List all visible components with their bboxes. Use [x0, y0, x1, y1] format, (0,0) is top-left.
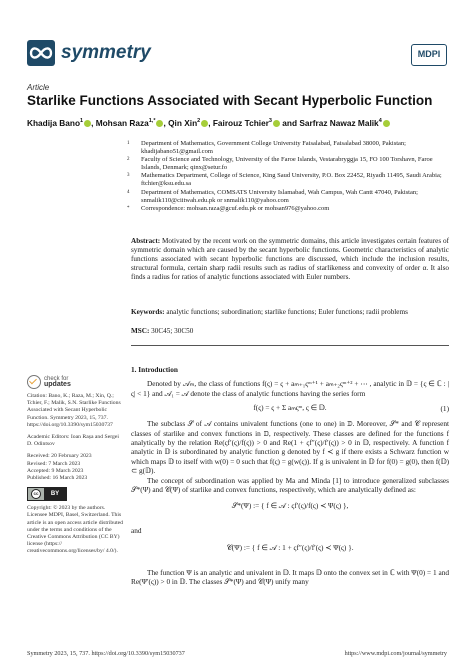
- check-for-updates-icon: [27, 375, 41, 389]
- affiliation-text: Department of Mathematics, COMSATS University Islamabad, Wah Campus, Wah Cantt 47040, Pakistan; snmalik110@ciitwah.edu.pk or snmalik110@yahoo.com: [141, 188, 418, 204]
- cc-badge-left: cc: [31, 489, 41, 499]
- journal-name[interactable]: symmetry: [61, 42, 151, 63]
- affiliation-item: [127, 140, 447, 156]
- equation-3-body: 𝒞(Ψ) := { f ∈ 𝒜 : 1 + ςf″(ς)/f′(ς) ≺ Ψ(ς) }.: [226, 542, 354, 552]
- publication-date: Published: 16 March 2023: [27, 475, 88, 482]
- orcid-icon[interactable]: [383, 120, 390, 127]
- author-separator: and: [279, 118, 300, 128]
- equation-2-body: 𝒮*(Ψ) := { f ∈ 𝒜 : ςf′(ς)/f(ς) ≺ Ψ(ς) },: [231, 501, 349, 511]
- affiliation-mark: *: [127, 205, 130, 211]
- author-name[interactable]: Fairouz Tchier: [212, 118, 269, 128]
- paragraph-3: The concept of subordination was applied by Ma and Minda [1] to introduce generalized subclasses 𝒮*(Ψ) and 𝒞(Ψ) of starlike and convex functions, respectively, which are analytically defined as:: [131, 475, 449, 495]
- author-affiliation-mark: 1: [80, 118, 84, 125]
- author-separator: ,: [91, 118, 96, 128]
- affiliation-text: Faculty of Science and Technology, University of the Faroe Islands, Vestarabryggja 15, FO 100 Torshavn, Faroe Islands, Denmark; qinx@setur.fo: [141, 156, 433, 172]
- affiliation-item: [127, 189, 447, 205]
- article-type: Article: [27, 83, 50, 92]
- cc-badge-right: BY: [44, 488, 66, 500]
- equation-2: [131, 499, 449, 521]
- msc-label: MSC:: [131, 327, 150, 335]
- affiliation-item: [127, 156, 447, 172]
- orcid-icon[interactable]: [273, 120, 280, 127]
- equation-3: [131, 541, 449, 563]
- author-separator: ,: [208, 118, 213, 128]
- connective-and: and: [131, 526, 142, 536]
- journal-header: [27, 40, 447, 70]
- affiliations: [127, 140, 447, 213]
- footer-journal-link[interactable]: https://www.mdpi.com/journal/symmetry: [344, 650, 447, 657]
- affiliation-mark: 3: [127, 173, 130, 179]
- mdpi-logo[interactable]: MDPI: [411, 44, 447, 66]
- author-name[interactable]: Sarfraz Nawaz Malik: [299, 118, 379, 128]
- equation-1: [131, 401, 449, 416]
- equation-1-body: f(ς) = ς + Σ aₘςᵐ, ς ∈ 𝔻.: [253, 403, 327, 413]
- abstract-text: Motivated by the recent work on the symmetric domains, this article investigates certain features of symmetric domain which are caused by the secant hyperbolic functions. Geometric characteristics of analytic functions associated with secant hyperbolic functions are discussed, which include the inclusion results, structural formula, certain sharp radii results such as radius of starlikeness and convexity of order α. It also finds a radius for ratios of analytic functions associated with Euler numbers.: [131, 237, 450, 282]
- author-affiliation-mark: 4: [378, 118, 382, 125]
- check-for-updates-line2: updates: [44, 381, 71, 388]
- msc-codes: [131, 327, 449, 336]
- check-for-updates-line1: check for: [44, 375, 69, 382]
- citation: Citation: Bano, K.; Raza, M.; Xin, Q.; Tchier, F.; Malik, S.N. Starlike Functions Associated with Secant Hyperbolic Function. Symmetry 2023, 15, 737. https://doi.org/10.3390/sym15030737: [27, 393, 121, 428]
- affiliation-text: Correspondence: mohsan.raza@gcuf.edu.pk or mohsan976@yahoo.com: [141, 204, 330, 212]
- main-body: [131, 365, 449, 587]
- affiliation-mark: 2: [127, 157, 130, 163]
- publication-dates: [27, 453, 123, 482]
- publication-date: Revised: 7 March 2023: [27, 460, 81, 467]
- affiliation-text: Mathematics Department, College of Science, King Saud University, P.O. Box 22452, Riyadh 11495, Saudi Arabia; ftchier@ksu.edu.sa: [141, 172, 442, 188]
- keywords: [131, 308, 449, 317]
- author-affiliation-mark: 1,*: [148, 118, 156, 125]
- author-separator: ,: [163, 118, 169, 128]
- section-divider: [131, 345, 449, 346]
- paragraph-4: The function Ψ is an analytic and univalent in 𝔻. It maps 𝔻 onto the convex set in ℂ with Ψ(0) = 1 and Re(Ψ′(ς)) > 0 in 𝔻. The classes 𝒮*(Ψ) and 𝒞(Ψ) unify many: [131, 567, 449, 587]
- equation-1-number: (1): [440, 404, 449, 414]
- keywords-text: analytic functions; subordination; starlike functions; Euler functions; radii problems: [166, 308, 408, 316]
- affiliation-item: [127, 172, 447, 188]
- paragraph-1: Denoted by 𝒜ₘ, the class of functions f(ς) = ς + aₘ₊₁ςᵐ⁺¹ + aₘ₊₂ςᵐ⁺² + ⋯ , analytic in 𝔻 = {ς ∈ ℂ : |ς| < 1} and 𝒜₁ = 𝒜 denote the class of analytic functions having the series form: [131, 379, 449, 398]
- affiliation-text: Department of Mathematics, Government College University Faisalabad, Faisalabad 38000, Pakistan; khadijabano51@gmail.com: [141, 140, 406, 156]
- publication-date: Received: 20 February 2023: [27, 453, 92, 460]
- affiliation-mark: 1: [127, 141, 130, 146]
- cc-by-icon[interactable]: [27, 487, 67, 501]
- check-for-updates-button[interactable]: [27, 375, 123, 389]
- abstract: [131, 237, 449, 282]
- article-title: Starlike Functions Associated with Secant Hyperbolic Function: [27, 93, 433, 108]
- footer-citation[interactable]: Symmetry 2023, 15, 737. https://doi.org/10.3390/sym15030737: [27, 650, 185, 657]
- section-title: 1. Introduction: [131, 365, 178, 374]
- publication-date: Accepted: 9 March 2023: [27, 467, 84, 474]
- author-name[interactable]: Qin Xin: [168, 118, 198, 128]
- article-sidebar: [27, 375, 123, 561]
- author-name[interactable]: Khadija Bano: [27, 118, 81, 128]
- symmetry-logo-icon: [27, 40, 55, 66]
- author-affiliation-mark: 2: [197, 118, 201, 125]
- author-name[interactable]: Mohsan Raza: [95, 118, 149, 128]
- abstract-label: Abstract:: [131, 237, 161, 245]
- author-list: [27, 118, 457, 128]
- academic-editors: Academic Editors: Ioan Rașa and Sergei D. Odintsov: [27, 434, 119, 448]
- msc-text: 30C45; 30C50: [151, 327, 194, 335]
- affiliation-item: [127, 205, 447, 213]
- keywords-label: Keywords:: [131, 308, 165, 316]
- copyright-notice: Copyright: © 2023 by the authors. Licensee MDPI, Basel, Switzerland. This article is an open access article distributed under the terms and conditions of the Creative Commons Attribution (CC BY) license (https:// creativecommons.org/licenses/by/ 4.0/).: [27, 505, 124, 555]
- paragraph-2: The subclass 𝒮 of 𝒜 contains univalent functions (one to one) in 𝔻. Moreover, 𝒮* and 𝒞 represent classes of starlike and convex functions in 𝔻, respectively. These classes are defined for the functions f analytically by the relation Re(ςf′(ς)/f(ς)) > 0 and Re(1 + ςf″(ς)/f′(ς)) > 0 in 𝔻, respectively. A function f analytic in 𝔻 is subordinated by analytic function g denoted by f ≺ g if there exists a Schwarz function w which maps 𝔻 to itself with w(0) = 0 such that f(ς) = g(w(ς)). If g is univalent in 𝔻 for f(0) = g(0), then f(𝔻) ⊂ g(𝔻).: [131, 419, 449, 476]
- affiliation-mark: 4: [127, 189, 130, 195]
- author-affiliation-mark: 3: [268, 118, 272, 125]
